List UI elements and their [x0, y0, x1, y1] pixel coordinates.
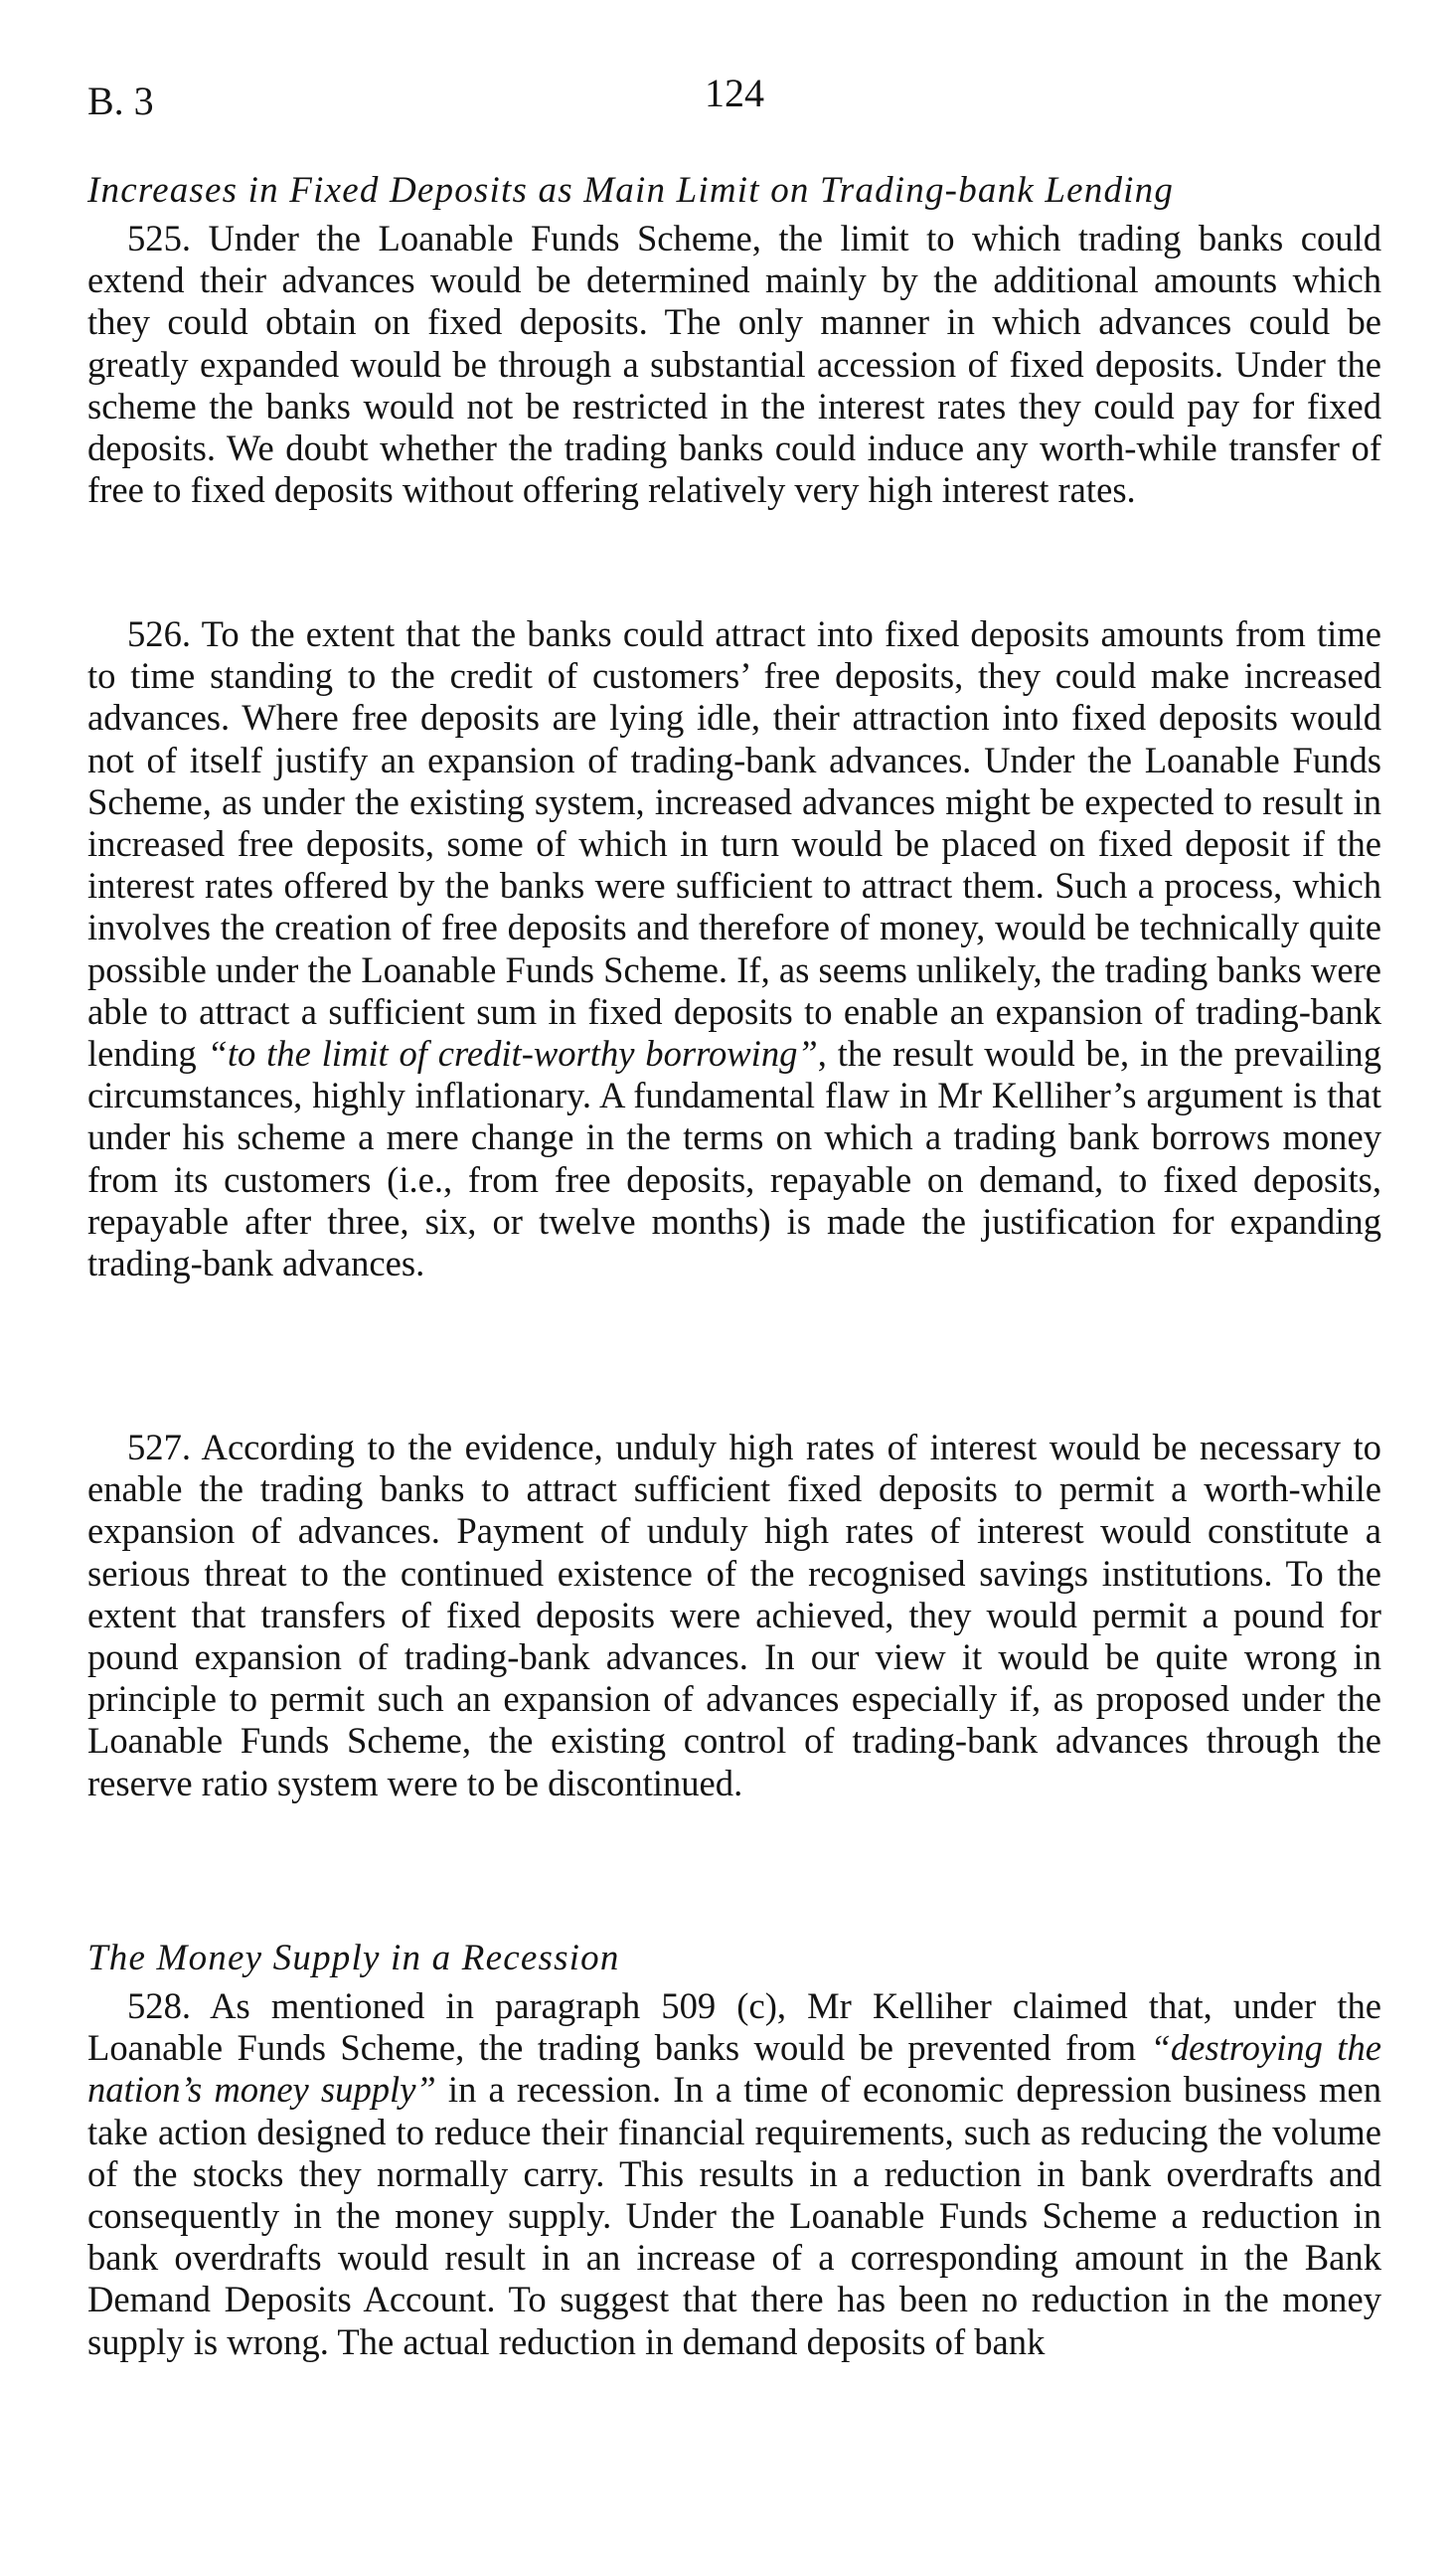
paragraph-text-continued: in a recession. In a time of economic depression business men take action designed to reduce their financial requirements, such as reducing the volume of the stocks they normally carry. This results in a reduction in bank overdrafts and consequently in the money supply. Under the Loanable Funds Scheme a reduction in bank overdrafts would result in an increase of a corresponding amount in the Bank Demand Deposits Account. To suggest that there has been no reduction in the money supply is wrong. The actual reduction in demand deposits of bank	[87, 2069, 1382, 2362]
paragraph-number: 527.	[127, 1427, 192, 1467]
paragraph-527	[87, 1427, 1381, 1804]
paragraph-number: 526.	[127, 613, 192, 654]
quoted-phrase: “to the limit of credit-worthy borrowing”	[207, 1033, 818, 1075]
paragraph-text: To the extent that the banks could attract into fixed deposits amounts from time to time standing to the credit of customers’ free deposits, they could make increased advances. Where free deposits are lying idle, their attraction into fixed deposits would not of itself justify an expansion of trading-bank advances. Under the Loanable Funds Scheme, as under the existing system, increased advances might be expected to result in increased free deposits, some of which in turn would be placed on fixed deposit if the interest rates offered by the banks were sufficient to attract them. Such a process, which involves the creation of free deposits and therefore of money, would be technically quite possible under the Loanable Funds Scheme. If, as seems unlikely, the trading banks were able to attract a sufficient sum in fixed deposits to enable an expansion of trading-bank lending	[87, 613, 1381, 1075]
document-reference: B. 3	[87, 79, 154, 123]
paragraph-text: Under the Loanable Funds Scheme, the limit to which trading banks could extend their advances would be determined mainly by the additional amounts which they could obtain on fixed deposits. The only manner in which advances could be greatly expanded would be through a substantial accession of fixed deposits. Under the scheme the banks would not be restricted in the interest rates they could pay for fixed deposits. We doubt whether the trading banks could induce any worth-while transfer of free to fixed deposits without offering relatively very high interest rates.	[87, 218, 1381, 511]
paragraph-number: 528.	[127, 1985, 192, 2026]
paragraph-text: According to the evidence, unduly high rates of interest would be necessary to enable the trading banks to attract sufficient fixed deposits to permit a worth-while expansion of advances. Payment of unduly high rates of interest would constitute a serious threat to the continued existence of the recognised savings institutions. To the extent that transfers of fixed deposits were achieved, they would permit a pound for pound expansion of trading-bank advances. In our view it would be quite wrong in principle to permit such an expansion of advances especially if, as proposed under the Loanable Funds Scheme, the existing control of trading-bank advances through the reserve ratio system were to be discontinued.	[87, 1427, 1381, 1803]
page-header	[87, 70, 1381, 129]
paragraph-526	[87, 613, 1381, 1284]
quoted-phrase: “destroying the nation’s money supply”	[87, 2027, 1381, 2111]
paragraph-text-continued: , the result would be, in the prevailing circumstances, highly inflationary. A fundamental flaw in Mr Kelliher’s argument is that under his scheme a mere change in the terms on which a trading bank borrows money from its customers (i.e., from free deposits, repayable on demand, to fixed deposits, repayable after three, six, or twelve months) is made the justification for expanding trading-bank advances.	[87, 1033, 1381, 1284]
paragraph-528	[87, 1985, 1381, 2363]
section-heading-fixed-deposits: Increases in Fixed Deposits as Main Limit on Trading-bank Lending	[87, 170, 1175, 211]
paragraph-text: As mentioned in paragraph 509 (c), Mr Kelliher claimed that, under the Loanable Funds Scheme, the trading banks would be prevented from	[87, 1985, 1381, 2069]
page-number: 124	[705, 71, 764, 115]
paragraph-525	[87, 218, 1381, 511]
section-heading-money-supply: The Money Supply in a Recession	[87, 1938, 620, 1978]
paragraph-number: 525.	[127, 218, 192, 258]
